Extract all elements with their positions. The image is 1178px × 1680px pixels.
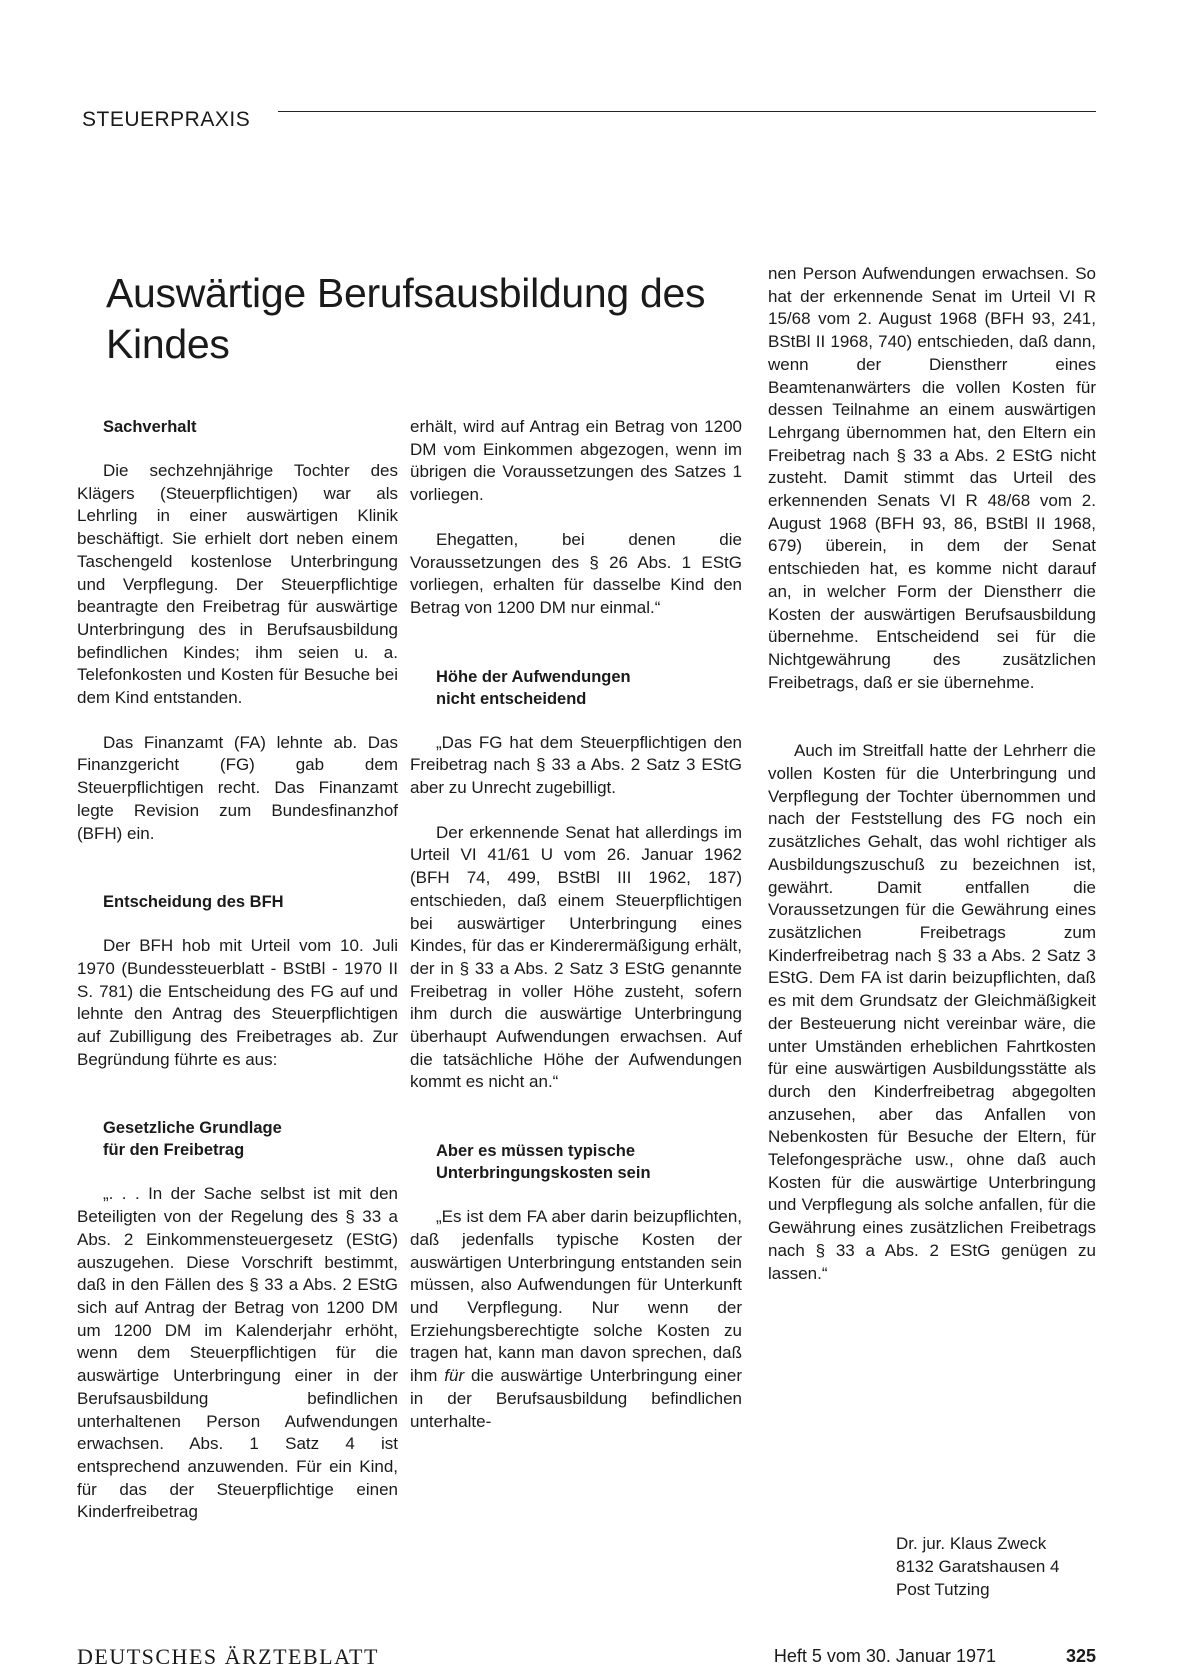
- paragraph-typische-kosten-part-1: „Es ist dem FA aber darin beizupflichten, daß jedenfalls typische Kosten der auswärtigen Unterbringung entstanden sein müssen, also Aufwendungen für Unterkunft und Verpflegung. Nur wenn der Erziehungsberechtigte solche Kosten zu tragen hat, kann man davon sprechen, daß ihm: [410, 1207, 742, 1386]
- heading-sachverhalt: Sachverhalt: [103, 418, 197, 436]
- heading-hoehe-line-1: Höhe der Aufwendungen: [436, 667, 631, 686]
- author-name: Dr. jur. Klaus Zweck: [896, 1534, 1047, 1553]
- issue-info: Heft 5 vom 30. Januar 1971: [773, 1646, 996, 1666]
- text-column-1: [77, 416, 398, 1524]
- section-label: STEUERPRAXIS: [82, 108, 251, 131]
- author-street: 8132 Garatshausen 4: [896, 1557, 1060, 1576]
- paragraph-sachverhalt: Die sechzehnjährige Tochter des Klägers (Steuerpflichtigen) war als Lehrling in einer auswärtigen Klinik beschäftigt. Sie erhielt dort neben einem Taschengeld kostenlose Unterbringung und Verpflegung. Der Steuerpflichtige beantragte den Freibetrag für auswärtige Unterbringung des in Berufsausbildung befindlichen Kindes; ihm seien u. a. Telefonkosten und Kosten für Besuche bei dem Kind entstanden.: [77, 461, 398, 708]
- paragraph-continued: erhält, wird auf Antrag ein Betrag von 1200 DM vom Einkommen abgezogen, wenn im übrigen die Voraussetzungen des Satzes 1 vorliegen.: [410, 417, 742, 505]
- paragraph-grundlage: „. . . In der Sache selbst ist mit den Beteiligten von der Regelung des § 33 a Abs. 2 Einkommensteuergesetz (EStG) auszugehen. Diese Vorschrift bestimmt, daß in den Fällen des § 33 a Abs. 2 EStG sich auf Antrag der Betrag von 1200 DM um 1200 DM im Kalenderjahr erhöht, wenn dem Steuerpflichtigen für die auswärtige Unterbringung einer in der Berufsausbildung befindlichen unterhaltenen Person Aufwendungen erwachsen. Abs. 1 Satz 4 ist entsprechend anzuwenden. Für ein Kind, für das der Steuerpflichtige einen Kinderfreibetrag: [77, 1184, 398, 1522]
- text-column-3: [768, 263, 1096, 1285]
- paragraph-entscheidung: Der BFH hob mit Urteil vom 10. Juli 1970 (Bundessteuerblatt - BStBl - 1970 II S. 781) die Entscheidung des FG auf und lehnte den Antrag des Steuerpflichtigen auf Zubilligung des Freibetrages ab. Zur Begründung führte es aus:: [77, 936, 398, 1069]
- journal-name: DEUTSCHES ÄRZTEBLATT: [77, 1644, 379, 1669]
- paragraph-fg-unrecht: „Das FG hat dem Steuerpflichtigen den Freibetrag nach § 33 a Abs. 2 Satz 3 EStG aber zu Unrecht zugebilligt.: [410, 732, 742, 798]
- heading-hoehe-line-2: nicht entscheidend: [436, 689, 587, 708]
- heading-typisch-line-2: Unterbringungskosten sein: [436, 1164, 651, 1183]
- author-block: [896, 1532, 1060, 1601]
- paragraph-typische-kosten: [410, 1206, 742, 1433]
- heading-typisch: [410, 1140, 742, 1184]
- heading-typisch-line-1: Aber es müssen typische: [436, 1142, 635, 1161]
- paragraph-senat-1962: Der erkennende Senat hat allerdings im Urteil VI 41/61 U vom 26. Januar 1962 (BFH 74, 499, BStBl III 1962, 187) entschieden, daß einem Steuerpflichtigen bei auswärtiger Unterbringung eines Kindes, für das er Kinderermäßigung erhält, der in § 33 a Abs. 2 Satz 3 EStG genannte Freibetrag in voller Höhe zusteht, sofern ihm durch die auswärtige Unterbringung überhaupt Aufwendungen erwachsen. Auf die tatsächliche Höhe der Aufwendungen kommt es nicht an.“: [410, 822, 742, 1092]
- heading-grundlage: [77, 1117, 398, 1161]
- heading-hoehe: [410, 666, 742, 710]
- paragraph-ehegatten: Ehegatten, bei denen die Voraussetzungen des § 26 Abs. 1 EStG vorliegen, erhalten für dasselbe Kind den Betrag von 1200 DM nur einmal.“: [410, 529, 742, 617]
- page-number: 325: [1065, 1646, 1096, 1666]
- header-rule: [278, 111, 1096, 112]
- heading-entscheidung: Entscheidung des BFH: [103, 893, 284, 912]
- text-column-2: [410, 416, 742, 1433]
- page-footer: [77, 1644, 1096, 1668]
- emphasis-fuer: für: [444, 1366, 465, 1386]
- paragraph-typische-kosten-part-2: die auswärtige Unterbringung einer in der Berufsausbildung befindlichen unterhalte-: [410, 1366, 742, 1431]
- paragraph-senat-1968: nen Person Aufwendungen erwachsen. So hat der erkennende Senat im Urteil VI R 15/68 vom 2. August 1968 (BFH 93, 241, BStBl II 1968, 740) entschieden, daß dann, wenn der Dienstherr eines Beamtenanwärters die vollen Kosten für dessen Teilnahme an einem auswärtigen Lehrgang übernommen hat, den Eltern ein Freibetrag nach § 33 a Abs. 2 EStG nicht zusteht. Damit stimmt das Urteil des erkennenden Senats VI R 48/68 vom 2. August 1968 (BFH 93, 86, BStBl II 1968, 679) überein, in dem der Senat entschieden hat, es komme nicht darauf an, in welcher Form der Dienstherr die Kosten der auswärtigen Berufsausbildung übernehme. Entscheidend sei für die Nichtgewährung des zusätzlichen Freibetrags, daß er sie übernehme.: [768, 264, 1096, 692]
- heading-grundlage-line-1: Gesetzliche Grundlage: [103, 1119, 282, 1138]
- author-city: Post Tutzing: [896, 1580, 990, 1599]
- heading-grundlage-line-2: für den Freibetrag: [103, 1141, 245, 1160]
- article-title: Auswärtige Berufsausbildung des Kindes: [106, 270, 706, 367]
- paragraph-streitfall: Auch im Streitfall hatte der Lehrherr die vollen Kosten für die Unterbringung und Verpflegung der Tochter übernommen und nach der Feststellung des FG noch ein zusätzliches Gehalt, das wohl richtiger als Ausbildungszuschuß zu bezeichnen ist, gewährt. Damit entfallen die Voraussetzungen für die Gewährung eines zusätzlichen Freibetrags zum Kinderfreibetrag nach § 33 a Abs. 2 Satz 3 EStG. Dem FA ist darin beizupflichten, daß es mit dem Grundsatz der Gleichmäßigkeit der Besteuerung nicht vereinbar wäre, die unter Umständen erheblichen Fahrtkosten für eine auswärtigen Ausbildungsstätte als durch den Kinderfreibetrag abgegolten anzusehen, aber das Anfallen von Nebenkosten für Besuche der Eltern, für Telefongespräche usw., ohne daß auch Kosten für die auswärtige Unterbringung und Verpflegung als solche anfallen, für die Gewährung eines zusätzlichen Freibetrags nach § 33 a Abs. 2 EStG genügen zu lassen.“: [768, 741, 1096, 1283]
- paragraph-finanzamt: Das Finanzamt (FA) lehnte ab. Das Finanzgericht (FG) gab dem Steuerpflichtigen recht. Das Finanzamt legte Revision zum Bundesfinanzhof (BFH) ein.: [77, 732, 398, 843]
